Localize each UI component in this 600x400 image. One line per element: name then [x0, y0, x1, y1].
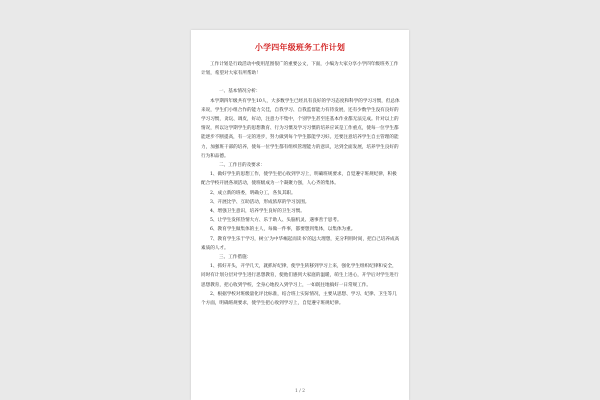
list-item: 5、让学生发挥热情大方、乐于助人、头脑机灵、遇事善于思考。 [210, 218, 342, 224]
section-heading: 二、工作目的及要求： [219, 163, 265, 169]
page-number: 1 / 2 [294, 389, 306, 394]
document-body [201, 60, 401, 308]
document-title: 小学四年级班务工作计划 [254, 42, 346, 52]
list-item: 4、增强卫生意识，培养学生良好的卫生习惯。 [210, 209, 305, 215]
list-item: 3、开展比学、互助活动，形成浓厚的学习氛围。 [210, 199, 310, 205]
list-item: 1、做好学生的思想工作，使学生把心收到学习上，明确班规要求，自觉遵守班规纪律，积极配合学校开展各项活动，使班级成为一个凝聚力强，人心齐的集体。 [201, 172, 397, 187]
section-heading: 一、基本情况分析： [219, 89, 261, 95]
section-heading: 三、工作措施： [219, 255, 252, 261]
document-page [191, 30, 409, 400]
list-item: 6、教育学生做集体的主人，每做一件事，都要想到集体，以集体为重。 [210, 227, 356, 233]
body-paragraph: 本学期四年级共有学生10人，大多数学生已经具有良好的学习态度和科学的学习习惯，但总体来说，学生们小组合作的能力欠佳，自我学习、自我监督能力有待发展，还有少数学生没有良好的学习习惯，贪玩、调皮，好动，注意力不集中，个别学生甚至连基本作业都无法完成。针对以上的情况，所以这学期学生的思想教育、行为习惯及学习习惯的培养应该是工作重点，使每一位学生都能逐步不断提高，有一定的进步，努力做到每个学生都能学习好。还要注意培养学生自主管理的能力，加强班干部的培养，使每一位学生都有组织管理能力的意识，达到全面发展，培养学生良好的行为和品德。 [201, 98, 400, 159]
intro-paragraph: 工作计划是行政活动中使用范围很广的重要公文，下面，小编为大家分享小学四年级班务工作计划，希望对大家有所帮助！ [201, 62, 399, 77]
list-item: 1、抓好开头，开学几天，就抓好纪律，使学生转移到学习上来，强化学生组织纪律和安全，同时有计划分层对学生进行思想教育，使他们感到大家庭的温暖，萌生上进心，开学后对学生进行思想教育，把心收到学校，全身心地投入到学习上，一如既往地搞好一日常规工作。 [201, 264, 399, 288]
list-item: 2、成立新的班委，明确分工，各负其职。 [210, 190, 296, 196]
list-item: 7、教育学生乐于学习，树立'为中华崛起而读书'的远大理想，充分利用时间，把自己培养成高素质的人才。 [201, 236, 400, 251]
list-item: 2、根据学校对班级量化评比标准，结合班上实际情况，主要从思想、学习、纪律、卫生等几个方面，明确班规要求，使学生把心收到学习上，自觉遵守班规纪律。 [201, 291, 397, 307]
